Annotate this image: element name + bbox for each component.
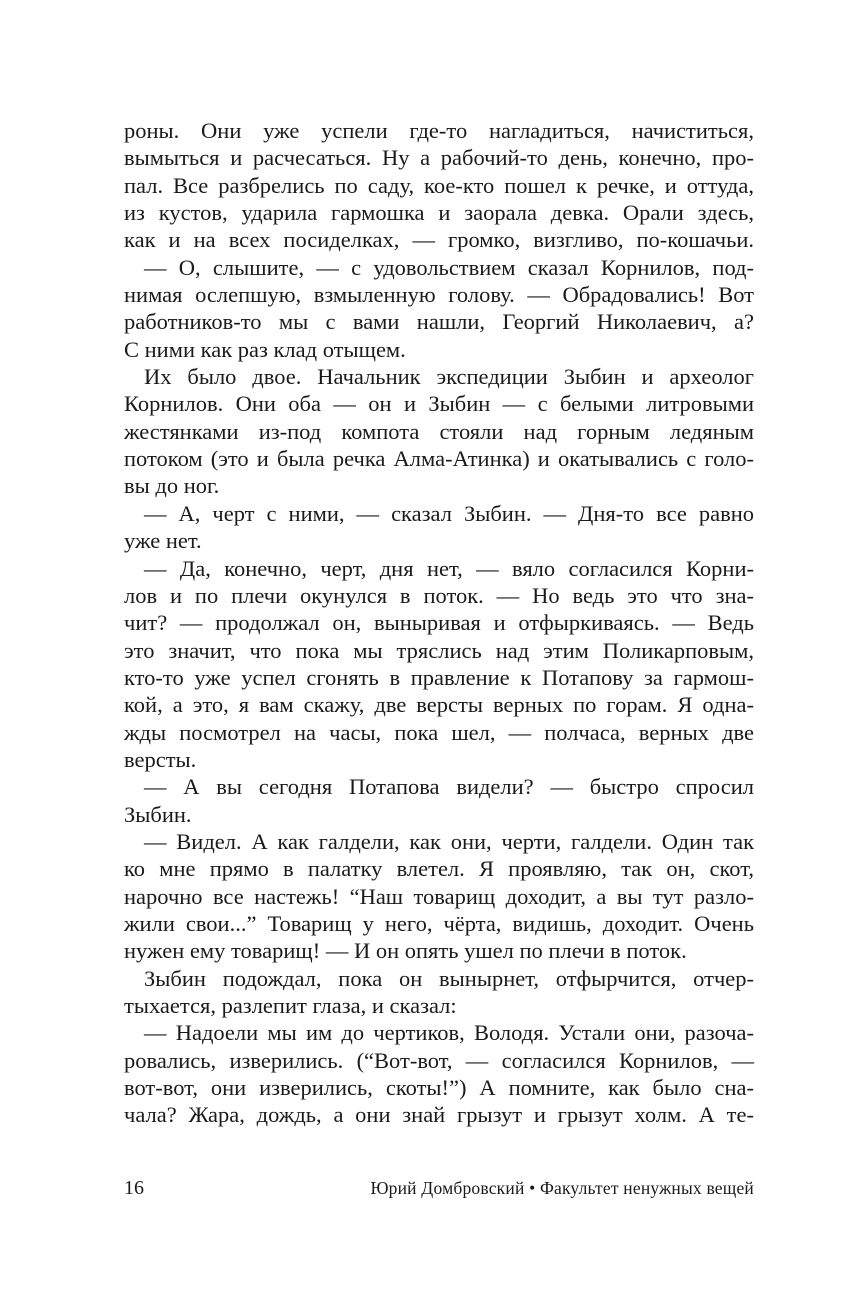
text-line: ровались, изверились. (“Вот-вот, — согласился Корнилов, — [124, 1047, 754, 1073]
text-line: — А, черт с ними, — сказал Зыбин. — Дня-то все равно [144, 500, 754, 526]
text-line: вы до ног. [124, 473, 220, 499]
text-line: Зыбин. [124, 801, 192, 827]
text-line: это значит, что пока мы тряслись над этим Поликарповым, [124, 637, 754, 663]
text-line: — Видел. А как галдели, как они, черти, галдели. Один так [144, 828, 754, 854]
text-line: — Да, конечно, черт, дня нет, — вяло согласился Корни- [144, 555, 754, 581]
text-line: как и на всех посиделках, — громко, визгливо, по-кошачьи. [124, 227, 754, 253]
text-line: вот-вот, они изверились, скоты!”) А помните, как было сна- [124, 1075, 754, 1101]
text-line: нужен ему товарищ! — И он опять ушел по плечи в поток. [124, 938, 687, 964]
text-line: работников-то мы с вами нашли, Георгий Николаевич, а? [124, 309, 754, 335]
text-line: жили свои...” Товарищ у него, чёрта, видишь, доходит. Очень [124, 910, 754, 936]
text-line: жды посмотрел на часы, пока шел, — полчаса, верных две [124, 719, 754, 745]
text-line: тыхается, разлепит глаза, и сказал: [124, 993, 457, 1018]
text-line: Зыбин подождал, пока он вынырнет, отфырчится, отчер- [144, 965, 754, 991]
text-line: жестянками из-под компота стояли над горным ледяным [124, 418, 754, 444]
text-line: — А вы сегодня Потапова видели? — быстро спросил [144, 774, 754, 800]
page-number: 16 [124, 1177, 144, 1199]
text-line: — О, слышите, — с удовольствием сказал Корнилов, под- [144, 254, 754, 280]
text-line: Их было двое. Начальник экспедиции Зыбин и археолог [144, 364, 754, 390]
text-line: С ними как раз клад отыщем. [124, 336, 406, 362]
text-line: нимая ослепшую, взмыленную голову. — Обрадовались! Вот [124, 282, 754, 308]
text-line: ко мне прямо в палатку влетел. Я проявляю, так он, скот, [124, 856, 754, 882]
text-line: — Надоели мы им до чертиков, Володя. Устали они, разоча- [144, 1020, 754, 1046]
text-line: потоком (это и была речка Алма-Атинка) и окатывались с голо- [124, 446, 754, 472]
text-line: версты. [124, 746, 197, 772]
body-text [124, 117, 754, 1129]
text-line: чала? Жара, дождь, а они знай грызут и грызут холм. А те- [124, 1102, 754, 1128]
text-line: пал. Все разбрелись по саду, кое-кто пошел к речке, и оттуда, [124, 172, 754, 198]
text-line: нарочно все настежь! “Наш товарищ доходит, а вы тут разло- [124, 883, 754, 909]
page-footer [124, 1173, 754, 1203]
running-head: Юрий Домбровский • Факультет ненужных вещей [370, 1178, 754, 1198]
text-line: кой, а это, я вам скажу, две версты верных по горам. Я одна- [124, 692, 754, 718]
text-line: лов и по плечи окунулся в поток. — Но ведь это что зна- [124, 582, 754, 608]
text-line: чит? — продолжал он, выныривая и отфыркиваясь. — Ведь [124, 610, 754, 636]
text-line: кто-то уже успел сгонять в правление к Потапову за гармош- [124, 664, 754, 690]
text-line: Корнилов. Они оба — он и Зыбин — с белыми литровыми [124, 391, 754, 417]
text-line: уже нет. [124, 528, 202, 554]
text-line: из кустов, ударила гармошка и заорала девка. Орали здесь, [124, 200, 754, 226]
text-line: роны. Они уже успели где-то нагладиться, начиститься, [124, 118, 754, 143]
text-line: вымыться и расчесаться. Ну а рабочий-то день, конечно, про- [124, 145, 754, 171]
